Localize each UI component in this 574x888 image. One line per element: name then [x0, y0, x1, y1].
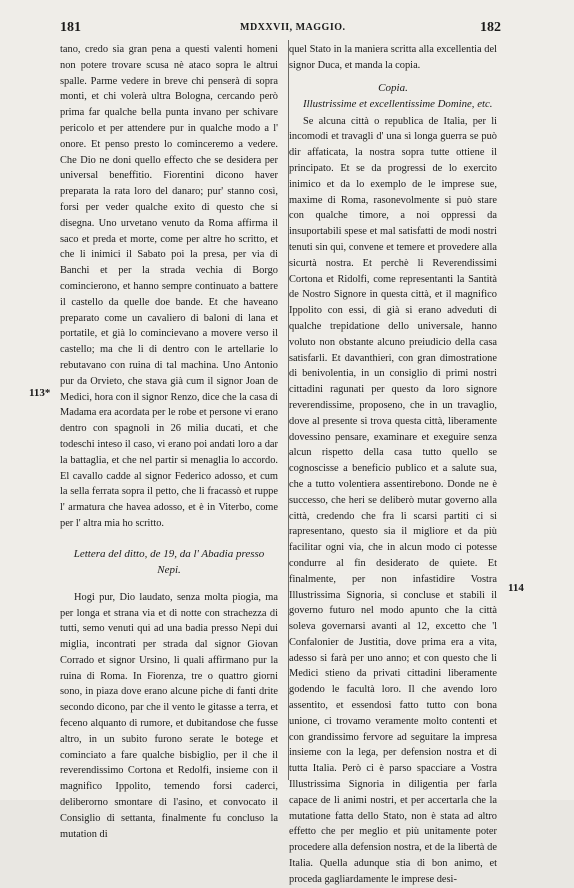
left-page-number: 181	[60, 20, 81, 35]
left-paragraph-2: Hogi pur, Dio laudato, senza molta piogia, ma per longa et strana via et di notte con strachezza di tutti, semo venuti qui ad una badia presso Nepi dui miglia, incontrati per strada dal signor Giovan Corrado et signor Ursino, li quali affirmano pur la ruina di Roma. In Fiorenza, tre o quattro giorni sono, in piaza dove erano alcune piche di fanti drite secondo dicono, par che il vento le gitasse a terra, et feceno alquanto di rumore, et dubitandose che fusse altro, in un subito furono serate le botege et cominciato a fare qualche bisbiglio, per il che il reverendissimo Cortona et Redolfi, insieme con il magnifico Ippolito, temendo forsi caderci, deliberorno smontare di l'asino, et convocato il Consiglio di settanta, finalmente fu concluso la mutation di	[60, 591, 278, 840]
letter-salutation: Illustrissime et excellentissime Domine, etc.	[303, 97, 493, 110]
right-paragraph-2: Se alcuna città o republica de Italia, per li incomodi et travagli d' una sì longa guerra se può dir affaticata, la nostra sopra tutte ottiene il principato. Et se da progressi de lo exercito inimico et da lo exemplo de le imprese sue, maxime di Roma, rasonevolmente si può stare con qualche timore, a noi oppressi da insuportabili spese et mal satisfatti de modi nostri tenuti sin qui, convene et temere et provedere alla sicurtà nostra. Et perchè li Reverendissimi Cortona et Ridolfi, come representanti la Santità de Nostro Signore in questa città, et il magnifico Ippolito con essi, di già si erano adveduti di qualche trepidatione dello universale, hanno voluto non obstante alcuno preiudicio della casa satisfarli. Et davanthieri, con gran dimostratione di benivolentia, in un consiglio di primi nostri cittadini ragunati per questo da loro signore reverendissime, proposeno, che in un travaglio, dove al presente si trova questa città, liberamente dovessino pensare, examinare et exeguire senza alcun rispetto della casa tutto quello se cognoscisse a beneficio publico et a salute sua, che a tutto volentiera assentirebono. Donde ne è successo, che heri se deliberò mutar governo alla città, credendo che fra li scarsi partiti ci si rapresentano, questo sia il migliore et da più facilitar ogni via, che in alcun modo ci potesse condurre al fin desiderato de quiete. Et finalmente, per non infastidire Vostra Illustrissima Signoria, si concluse et stabilì il governo futuro nel modo apunto che la città soleva governarsi avanti al 12, excetto che 'l Confalonier de Justitia, dove prima era a vita, adesso si farà per uno anno; et con questo che li Medici stieno da privati cittadini liberamente godendo le facultà loro. Il che avendo loro assentito, et essendosi fatto tutto con bona unione, ci trovamo veramente molto contenti et con grandissimo fervore ad seguitare la impresa insieme con la lega, per defension nostra et di tutta Italia. Però ci è parso spacciare a Vostra Illustrissima Signoria in diligentia per farla capace de li animi nostri, et per accertarla che la mutatione fatta dello Stato, non è stata ad altro effetto che per meglio et più unitamente poter procedere alla defension nostra, et de la libertà de Italia. Quella adunque stia di bon animo, et proceda gagliardamente le imprese desi-	[289, 115, 497, 885]
running-title: MDXXVII, MAGGIO.	[240, 22, 346, 33]
running-head	[0, 20, 574, 40]
copy-heading: Copia.	[378, 81, 408, 94]
right-column	[289, 42, 497, 888]
left-margin-note: 113*	[29, 387, 51, 399]
right-margin-note: 114	[508, 582, 524, 594]
right-paragraph-1: quel Stato in la maniera scritta alla excellentia del signor Duca, et manda la copia.	[289, 44, 497, 71]
left-paragraph-1: tano, credo sia gran pena a questi valenti homeni non potere trovare scusa nè ataco sopra le altrui spalle. Parme vedere in breve chi penserà di sopra monti, et chi volerà ultra Bologna, cercando però prima far qualche bella punta invano per schivare pericolo et per attendere pur in qualche modo a l' onore. Et penso presto lo cominceremo a vedere. Che Dio ne doni quello effecto che se desidera per universal beneffitio. Fiorentini dicono haver preparata la rata loro del danaro; pur' stanno così, forsi per veder qualche exito di questo che si disegna. Uno urvetano venuto da Roma affirma il saco et preda et morte, come per altre ho scritto, et che li inimici il Sabato poi la presa, per via di Banchi et per la strada vechia di Borgo comincierono, et hanno sempre continuato a battere il castello da quelle doe bande. Et che haveano preparato come un cavaliero di baloni di lana et portatile, et già lo comincievano a movere verso il castello; ma che li di dentro con le artellarie lo rebutavano con ruina di tal machina. Uno Antonio pur da Orvieto, che stava già cum il signor Joan de Medici, hora con il signor Renzo, dice che la casa di Madama era acordata per le robe et persone vi erano dentro con spagnoli in 26 milia ducati, et che todeschi inteso il caso, vi erano poi andati loro a dar la battaglia, et che nel partir si menaglia lo accordo. El cavallo cadde al signor Federico adosso, et cum la sella ferrata sopra il petto, che li fracassò et ruppe l' armatura che havea adosso, et è in Viterbo, come per l' altra mia ho scritto.	[60, 44, 278, 529]
left-column	[60, 42, 278, 842]
right-page-number: 182	[480, 20, 501, 35]
letter-heading: Lettera del ditto, de 19, da l' Abadia presso Nepi.	[73, 547, 265, 576]
